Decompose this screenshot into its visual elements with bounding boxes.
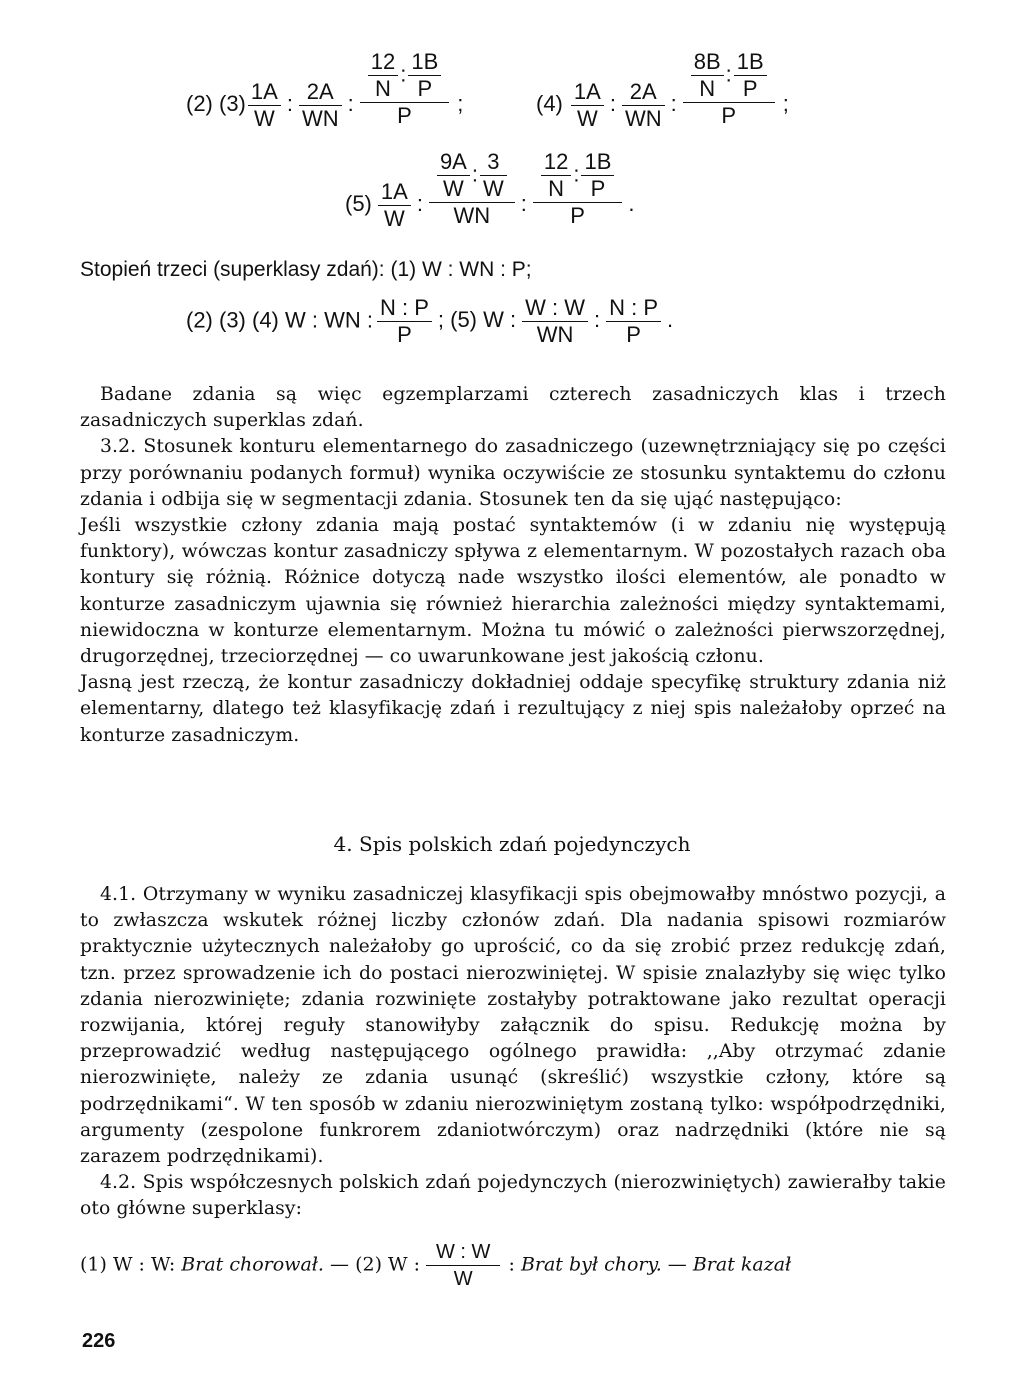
example-sentence: Brat kazał [692, 1253, 792, 1276]
fraction: $\frac{W : W}{WN}$ [522, 296, 588, 347]
formula-label: (2) (3) [186, 91, 246, 116]
example-sentence: Brat chorował. [181, 1253, 324, 1276]
fraction: $\frac{3}{W}$ [480, 150, 507, 201]
fraction: $\frac{N : P}{P}$ [606, 296, 661, 347]
fraction: $\frac{1A}{W}$ [378, 180, 411, 231]
paragraph: 4.1. Otrzymany w wyniku zasadniczej klasyfikacji spis obejmowałby mnóstwo pozycji, a to zwłaszcza wskutek różnej liczby członów zdań. Dla nadania spisowi rozmiarów praktycznie użytecznych należałoby go uprościć, co da się zrobić przez redukcję zdań, tzn. przez sprowadzenie ich do postaci nierozwiniętej. W spisie znalazłyby się więc tylko zdania nierozwinięte; zdania rozwinięte zostałyby potraktowane jako rezultat operacji rozwijania, której reguły stanowiłyby załącznik do spisu. Redukcję można by przeprowadzić według następującego ogólnego prawidła: ,,Aby otrzymać zdanie nierozwinięte, należy ze zdania usunąć (skreślić) wszystkie człony, które są podrzędnikami“. W ten sposób w zdaniu nierozwiniętym zostaną tylko: współpodrzędniki, argumenty (zespolone funkrorem zdaniotwórczym) oraz nadrzędniki (które nie są zarazem podrzędnikami). [80, 884, 946, 1168]
formula-line-4: (2) (3) (4) W : WN : $\frac{N : P}{P}$ ; (5) W : $\frac{W : W}{WN}$ : $\frac{N : P}{P}$ . [186, 295, 674, 347]
superclass-intro: Stopień trzeci (superklasy zdań): (1) W : WN : P; [80, 258, 532, 281]
formula-label: (5) [345, 191, 372, 216]
paragraph: Jasną jest rzeczą, że kontur zasadniczy dokładniej oddaje specyfikę struktury zdania niż elementarny, dlatego też klasyfikację zdań i rezultujący z niej spis należałoby oprzeć na konturze zasadniczym. [80, 672, 946, 746]
compound-fraction: $\frac{12}{N}$ : $\frac{1B}{P}$ P [533, 150, 623, 228]
fraction: $\frac{N : P}{P}$ [377, 296, 432, 347]
page-number: 226 [82, 1330, 116, 1352]
section-heading: 4. Spis polskich zdań pojedynczych [333, 832, 691, 856]
paragraph: Badane zdania są więc egzemplarzami czterech zasadniczych klas i trzech zasadniczych superklas zdań. [80, 384, 946, 432]
fraction: $\frac{1A}{W}$ [571, 80, 604, 131]
paragraph: 3.2. Stosunek konturu elementarnego do zasadniczego (uzewnętrzniający się po części przy porównaniu podanych formuł) wynika oczywiście ze stosunku syntaktemu do członu zdania i odbija się w segmentacji zdania. Stosunek ten da się ująć następująco: [80, 436, 946, 510]
fraction: $\frac{12}{N}$ [368, 50, 398, 101]
formula-label: (4) [536, 91, 563, 116]
formula-line-1a: (2) (3) $\frac{1A}{W}$ : $\frac{2A}{WN}$ : $\frac{12}{N}$ : $\frac{1B}{P}$ P ; [186, 49, 464, 131]
superclass-examples: (1) W : W: Brat chorował. — (2) W : $\frac{W : W}{W}$ : Brat był chory. — Brat kazał [80, 1241, 792, 1290]
compound-fraction: $\frac{12}{N}$ : $\frac{1B}{P}$ P [360, 50, 450, 128]
fraction: $\frac{1B}{P}$ [734, 50, 767, 101]
fraction: $\frac{8B}{N}$ [691, 50, 724, 101]
formula-line-2: (5) $\frac{1A}{W}$ : $\frac{9A}{W}$ : $\frac{3}{W}$ WN : $\frac{12}{N}$ : $\frac{1B}{P}$ P . [345, 149, 635, 231]
formula-line-1b: (4) $\frac{1A}{W}$ : $\frac{2A}{WN}$ : $\frac{8B}{N}$ : $\frac{1B}{P}$ P ; [536, 49, 789, 131]
paragraph: Jeśli wszystkie człony zdania mają postać syntaktemów (i w zdaniu nię występują funktory), wówczas kontur zasadniczy spływa z elementarnym. W pozostałych razach oba kontury się różnią. Różnice dotyczą nade wszystko ilości elementów, ale ponadto w konturze zasadniczym ujawnia się również hierarchia zależności między syntaktemami, niewidoczna w konturze elementarnym. Można tu mówić o zależności pierwszorzędnej, drugorzędnej, trzeciorzędnej — co uwarunkowane jest jakością członu. [80, 515, 946, 668]
body-section-3 [80, 382, 946, 749]
example-sentence: Brat był chory. [520, 1253, 662, 1276]
fraction: $\frac{1B}{P}$ [408, 50, 441, 101]
compound-fraction: $\frac{9A}{W}$ : $\frac{3}{W}$ WN [429, 150, 515, 228]
fraction: $\frac{1B}{P}$ [581, 150, 614, 201]
fraction: $\frac{9A}{W}$ [437, 150, 470, 201]
body-section-4 [80, 882, 946, 1223]
fraction: $\frac{12}{N}$ [541, 150, 571, 201]
fraction: $\frac{W : W}{W}$ [426, 1240, 500, 1291]
compound-fraction: $\frac{8B}{N}$ : $\frac{1B}{P}$ P [683, 50, 775, 128]
fraction: $\frac{2A}{WN}$ [299, 80, 342, 131]
fraction: $\frac{2A}{WN}$ [622, 80, 665, 131]
paragraph: 4.2. Spis współczesnych polskich zdań pojedynczych (nierozwiniętych) zawierałby takie oto główne superklasy: [80, 1172, 946, 1220]
fraction: $\frac{1A}{W}$ [248, 80, 281, 131]
